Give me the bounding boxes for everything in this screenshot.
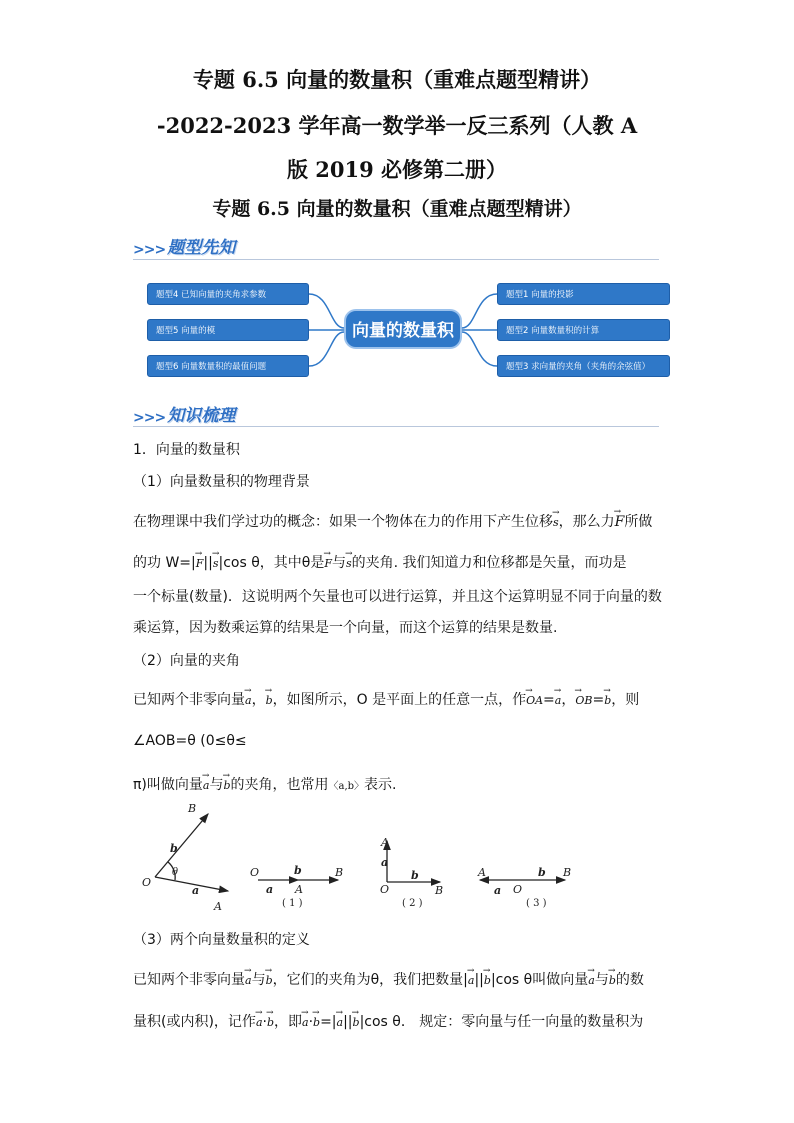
paragraph-line: 量积(或内积)，记作→ a·→ b，即→ a·→ b=|→ a||→ b|cos θ． 规定：零向量与任一向量的数量积为 [133,1012,643,1033]
point-label-a: A [381,836,389,849]
paragraph-line: 在物理课中我们学过功的概念：如果一个物体在力的作用下产生位移→ s，那么力→ F所做 [133,512,652,533]
point-label-b: B [435,884,444,897]
point-label-a: A [214,900,222,913]
document-title-line2: -2022-2023 学年高一数学举一反三系列（人教 A [156,113,638,138]
point-label-b: B [188,802,197,815]
vector-angle-figure [130,800,590,915]
point-label-o: O [250,866,260,879]
paragraph-line: 已知两个非零向量→ a，→ b，如图所示，O 是平面上的任意一点，作→ OA=→ a，→ OB=→ b，则 [133,690,639,711]
section-banner-knowledge: >>> 知识梳理 [133,406,236,426]
vector-label-b: b [170,842,178,855]
document-subtitle: 专题 6.5 向量的数量积（重难点题型精讲） [212,198,582,220]
mindmap-node-type3: 题型3 求向量的夹角（夹角的余弦值） [497,355,670,377]
vector-label-b: b [294,864,302,877]
subsection-heading-physics: （1）向量数量积的物理背景 [133,474,310,490]
section-banner-question-types: >>> 题型先知 [133,238,236,258]
document-title-line3: 版 2019 必修第二册） [286,157,508,182]
point-label-b: B [563,866,572,879]
vector-label-b: b [538,866,546,879]
section-heading-dot-product: 1．向量的数量积 [133,442,240,458]
subsection-heading-definition: （3）两个向量数量积的定义 [133,932,310,948]
mindmap-node-type5: 题型5 向量的模 [147,319,309,341]
angle-label-theta: θ [172,867,179,878]
paragraph-line: 已知两个非零向量→ a与→ b，它们的夹角为θ，我们把数量|→ a||→ b|cos θ叫做向量→ a与→ b的数 [133,970,644,991]
document-title-line1: 专题 6.5 向量的数量积（重难点题型精讲） [192,67,602,92]
paragraph-line: π)叫做向量→ a与→ b的夹角，也常用〈a,b〉表示. [133,775,397,797]
mindmap-node-type2: 题型2 向量数量积的计算 [497,319,670,341]
vector-label-a: a [192,884,200,897]
banner-divider [133,426,659,427]
vector-label-b: b [411,869,419,882]
figure-caption-3: ( 3 ) [526,898,547,909]
figure-caption-2: ( 2 ) [402,898,423,909]
mindmap-node-type4: 题型4 已知向量的夹角求参数 [147,283,309,305]
vector-label-a: a [266,883,274,896]
vector-label-a: a [381,856,389,869]
point-label-a: A [478,866,486,879]
point-label-b: B [335,866,344,879]
point-label-a: A [295,883,303,896]
figure-caption-1: ( 1 ) [282,898,303,909]
subsection-heading-angle: （2）向量的夹角 [133,653,240,669]
paragraph-line: 的功 W=|→ F||→ s|cos θ，其中θ是→ F与→ s的夹角. 我们知道力和位移都是矢量，而功是 [133,553,627,574]
point-label-o: O [142,876,152,889]
vector-label-a: a [494,884,502,897]
paragraph-line: 一个标量(数量)．这说明两个矢量也可以进行运算，并且这个运算明显不同于向量的数 [133,589,662,605]
mindmap-node-type1: 题型1 向量的投影 [497,283,670,305]
mindmap-center-node: 向量的数量积 [344,309,462,349]
point-label-o: O [380,883,390,896]
paragraph-line: 乘运算，因为数乘运算的结果是一个向量，而这个运算的结果是数量. [133,620,558,636]
mindmap-node-type6: 题型6 向量数量积的最值问题 [147,355,309,377]
point-label-o: O [513,883,523,896]
paragraph-line: ∠AOB=θ (0≤θ≤ [133,733,247,749]
